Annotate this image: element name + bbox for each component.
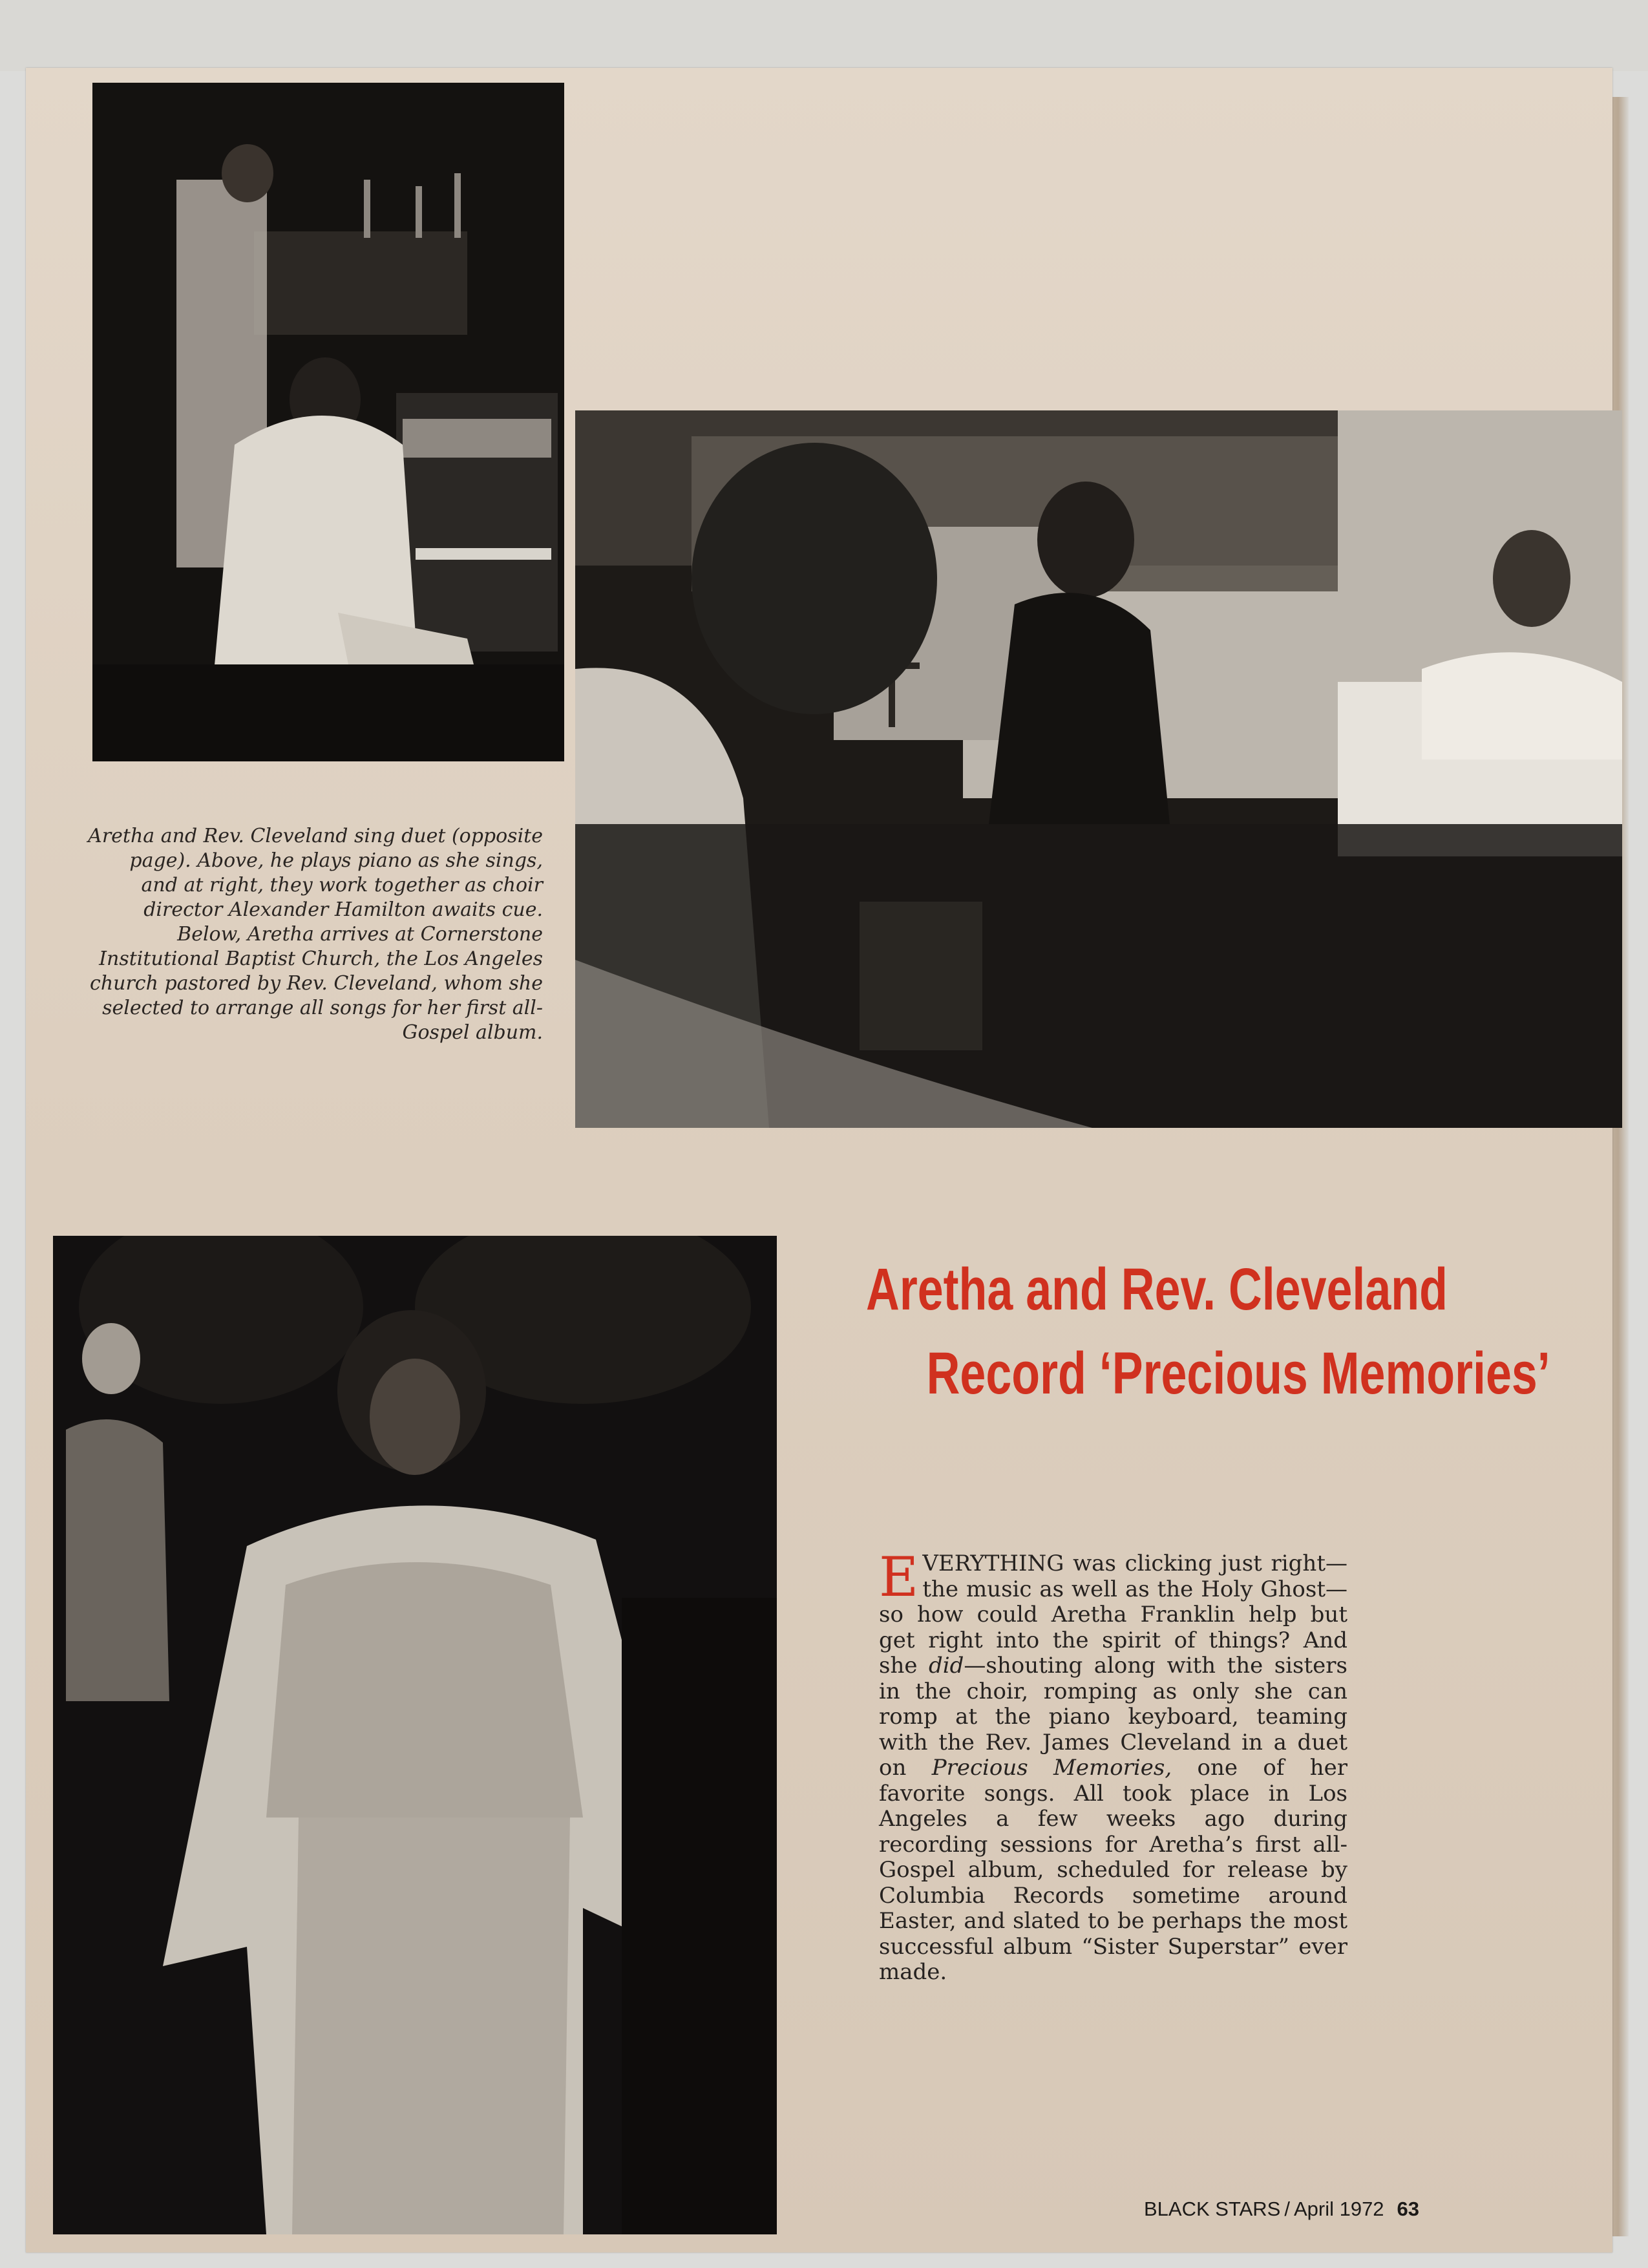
photo-caption: Aretha and Rev. Cleveland sing duet (opposite page). Above, he plays piano as she sings, and at right, they work together as choir director Alexander Hamilton awaits cue. Below, Aretha arrives at Cornerstone Institutional Baptist Church, the Los Angeles church pastored by Rev. Cleveland, whom she selected to arrange all songs for her first all-Gospel album. — [88, 825, 543, 1044]
issue-date: April 1972 — [1293, 2198, 1384, 2220]
page-number: 63 — [1397, 2198, 1420, 2220]
headline-line-2: Record ‘Precious Memories’ — [926, 1341, 1550, 1406]
body-lead: VERYTHING was clicking just right—the music as well as the Holy Ghost—so how could Aretha Franklin help but get right into the spirit of things? And she — [879, 1551, 1347, 1679]
footer-separator: / — [1284, 2198, 1290, 2220]
photo-piano-player — [92, 83, 564, 761]
body-emphasis: did — [928, 1653, 964, 1679]
article-headline — [866, 1247, 1550, 1415]
photo-aretha-arriving — [53, 1236, 777, 2234]
song-title: Precious Memories, — [931, 1755, 1172, 1781]
page-footer — [1144, 2198, 1506, 2221]
magazine-name: BLACK STARS — [1144, 2198, 1281, 2220]
scan-background — [0, 0, 1648, 71]
drop-cap: E — [879, 1545, 919, 1609]
body-middle: —shouting along with the sisters in the choir, romping as only she can romp at the piano keyboard, teaming with the Rev. James Cleveland in a duet on — [879, 1653, 1347, 1781]
photo-choir-rehearsal — [575, 410, 1622, 1128]
article-body — [879, 1545, 1347, 1986]
body-end: one of her favorite songs. All took place in Los Angeles a few weeks ago during recording sessions for Aretha’s first all-Gospel album, scheduled for release by Columbia Records sometime around Easter, and slated to be perhaps the most successful album “Sister Superstar” ever made. — [879, 1755, 1347, 1985]
headline-line-1: Aretha and Rev. Cleveland — [866, 1256, 1448, 1322]
